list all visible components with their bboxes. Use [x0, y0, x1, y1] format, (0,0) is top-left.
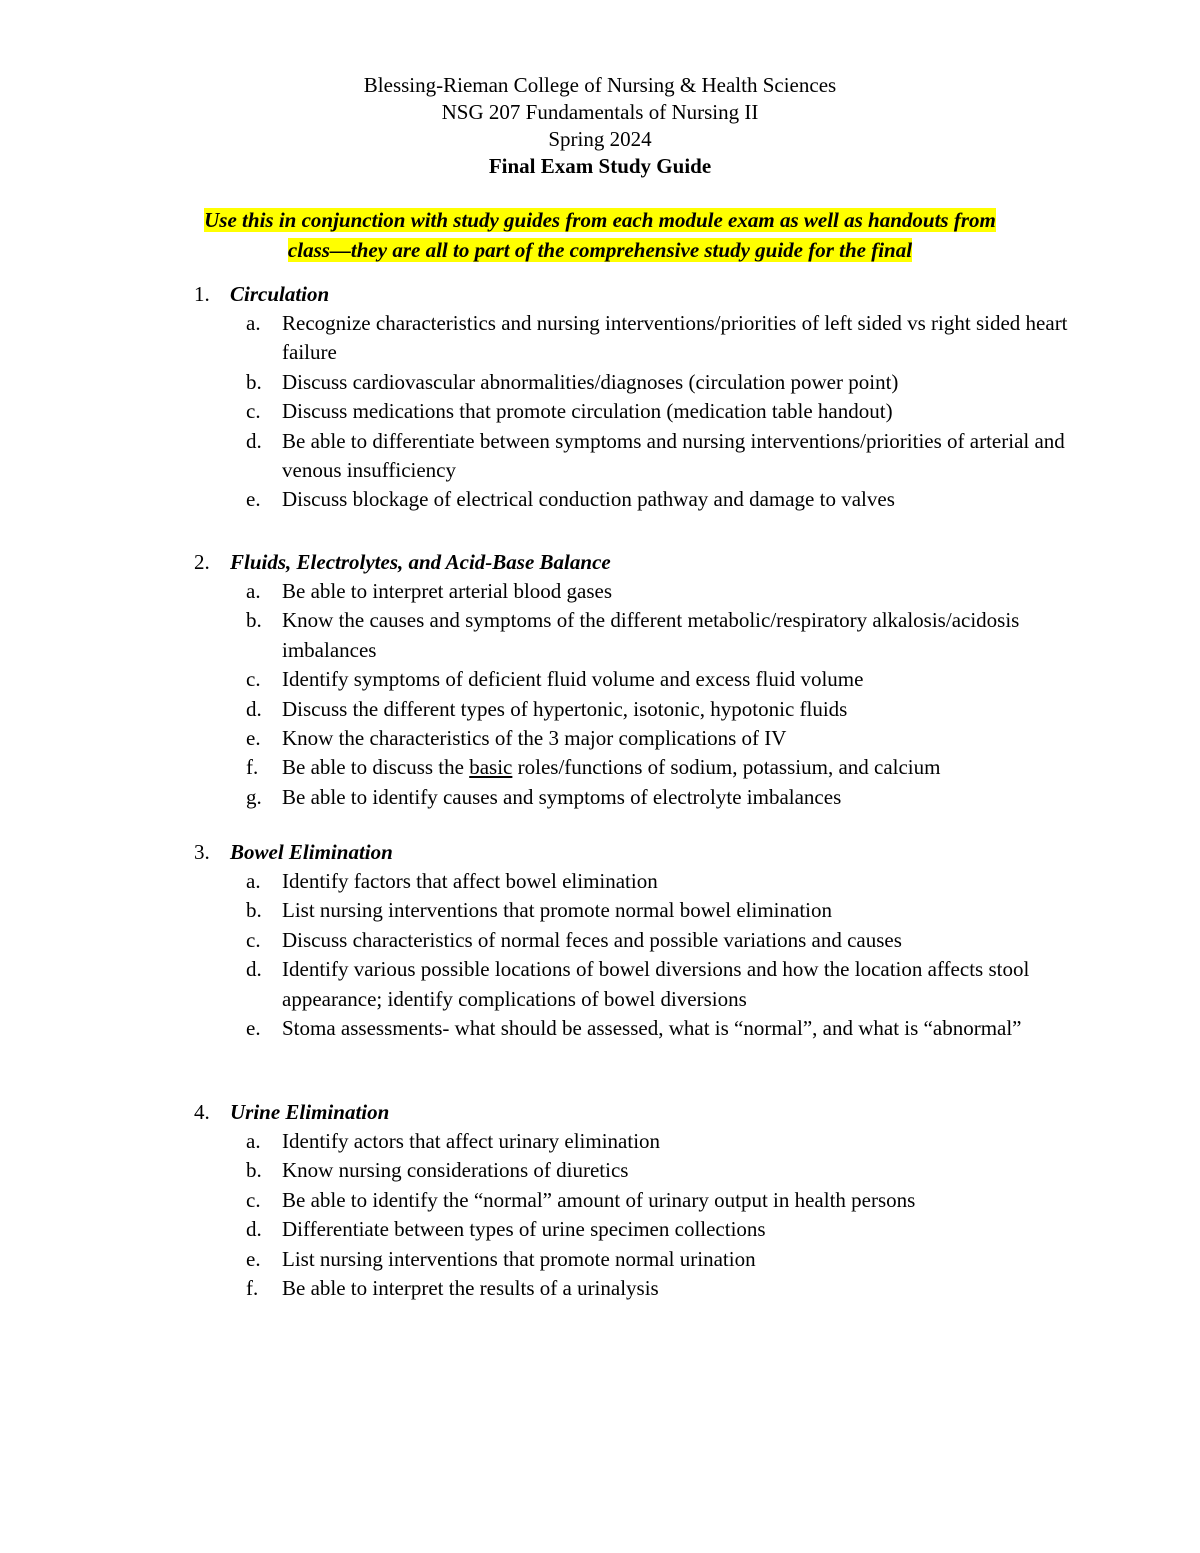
term: Spring 2024: [548, 127, 652, 151]
item-text: Identify symptoms of deficient fluid volume and excess fluid volume: [282, 667, 864, 692]
item-letter: c.: [246, 927, 261, 952]
section-number: 2.: [194, 550, 210, 574]
section-heading: [0, 547, 1200, 577]
list-item: [0, 485, 1200, 514]
item-letter: c.: [246, 1187, 261, 1212]
item-text: Discuss medications that promote circulation (medication table handout): [282, 399, 893, 424]
section-fluids-electrolytes: [0, 547, 1200, 812]
item-letter: c.: [246, 667, 261, 692]
item-letter: a.: [246, 579, 261, 603]
item-letter: e.: [246, 1246, 261, 1271]
list-item: [0, 606, 1200, 665]
item-letter: d.: [246, 1217, 262, 1242]
item-letter: a.: [246, 311, 261, 335]
item-letter: c.: [246, 399, 261, 424]
document-header: [0, 72, 1200, 180]
item-text: List nursing interventions that promote normal urination: [282, 1246, 756, 1271]
item-letter: d.: [246, 957, 262, 982]
section-title: Urine Elimination: [230, 1100, 390, 1124]
item-letter: b.: [246, 1158, 262, 1183]
list-item: [0, 1186, 1200, 1215]
list-item: [0, 896, 1200, 925]
item-text-before: Be able to discuss the: [282, 755, 470, 780]
section-urine-elimination: [0, 1097, 1200, 1303]
list-item: [0, 427, 1200, 486]
list-item: [0, 1245, 1200, 1274]
item-letter: d.: [246, 428, 262, 453]
item-text: Discuss the different types of hypertonic, isotonic, hypotonic fluids: [282, 696, 848, 721]
section-heading: [0, 837, 1200, 867]
list-item: [0, 1215, 1200, 1244]
list-item: [0, 955, 1200, 1014]
list-item: [0, 695, 1200, 724]
section-bowel-elimination: [0, 837, 1200, 1043]
item-text: Know nursing considerations of diuretics: [282, 1158, 629, 1183]
item-text: Identify various possible locations of bowel diversions and how the location affects stool appearance; identify complications of bowel diversions: [282, 957, 1030, 1011]
item-text: Know the characteristics of the 3 major complications of IV: [282, 726, 787, 751]
list-item: [0, 368, 1200, 397]
note-line-1: Use this in conjunction with study guides from each module exam as well as handouts from: [204, 208, 996, 232]
section-title: Bowel Elimination: [230, 840, 393, 864]
list-item: [0, 1014, 1200, 1043]
list-item: [0, 753, 1200, 782]
item-letter: e.: [246, 1016, 261, 1041]
item-text: Be able to interpret arterial blood gases: [282, 579, 613, 603]
highlighted-note: [0, 205, 1200, 265]
list-item: [0, 1156, 1200, 1185]
item-text: List nursing interventions that promote normal bowel elimination: [282, 898, 832, 923]
list-item: [0, 1127, 1200, 1156]
item-letter: a.: [246, 1129, 261, 1153]
item-text: Be able to differentiate between symptoms and nursing interventions/priorities of arterial and venous insufficiency: [282, 428, 1065, 483]
item-letter: e.: [246, 487, 261, 512]
item-text: Recognize characteristics and nursing interventions/priorities of left sided vs right sided heart failure: [282, 311, 1068, 365]
item-text: Identify factors that affect bowel elimination: [282, 869, 658, 893]
item-text: Stoma assessments- what should be assessed, what is “normal”, and what is “abnormal”: [282, 1016, 1022, 1041]
college-name: Blessing-Rieman College of Nursing & Health Sciences: [363, 73, 837, 97]
section-number: 1.: [194, 282, 210, 306]
list-item: [0, 926, 1200, 955]
section-title: Fluids, Electrolytes, and Acid-Base Balance: [230, 550, 611, 574]
list-item: [0, 577, 1200, 606]
item-text: Discuss characteristics of normal feces and possible variations and causes: [282, 927, 902, 952]
item-text: Know the causes and symptoms of the different metabolic/respiratory alkalosis/acidosis imbalances: [282, 608, 1020, 662]
document-title: Final Exam Study Guide: [488, 154, 712, 178]
item-text: [282, 753, 1072, 782]
list-item: [0, 783, 1200, 812]
course-name: NSG 207 Fundamentals of Nursing II: [441, 100, 759, 124]
item-letter: g.: [246, 784, 262, 809]
item-text: Discuss blockage of electrical conduction pathway and damage to valves: [282, 487, 895, 512]
item-text-after: roles/functions of sodium, potassium, and calcium: [512, 755, 941, 780]
section-heading: [0, 279, 1200, 309]
section-number: 4.: [194, 1100, 210, 1124]
item-text: Discuss cardiovascular abnormalities/diagnoses (circulation power point): [282, 369, 899, 394]
item-letter: f.: [246, 1276, 259, 1301]
item-letter: f.: [246, 755, 259, 780]
item-letter: a.: [246, 869, 261, 893]
section-number: 3.: [194, 840, 210, 864]
item-letter: b.: [246, 898, 262, 923]
section-title: Circulation: [230, 282, 330, 306]
item-text: Be able to identify causes and symptoms of electrolyte imbalances: [282, 784, 842, 809]
item-text: Be able to identify the “normal” amount of urinary output in health persons: [282, 1187, 916, 1212]
item-letter: d.: [246, 696, 262, 721]
section-circulation: [0, 279, 1200, 515]
list-item: [0, 1274, 1200, 1303]
list-item: [0, 309, 1200, 368]
note-line-2: class—they are all to part of the comprehensive study guide for the final: [287, 238, 913, 262]
list-item: [0, 665, 1200, 694]
underlined-word: basic: [469, 755, 513, 780]
item-text: Identify actors that affect urinary elimination: [282, 1129, 661, 1153]
item-letter: e.: [246, 726, 261, 751]
section-heading: [0, 1097, 1200, 1127]
list-item: [0, 867, 1200, 896]
item-text: Be able to interpret the results of a urinalysis: [282, 1276, 659, 1301]
list-item: [0, 724, 1200, 753]
list-item: [0, 397, 1200, 426]
item-letter: b.: [246, 608, 262, 633]
item-letter: b.: [246, 369, 262, 394]
item-text: Differentiate between types of urine specimen collections: [282, 1217, 766, 1242]
